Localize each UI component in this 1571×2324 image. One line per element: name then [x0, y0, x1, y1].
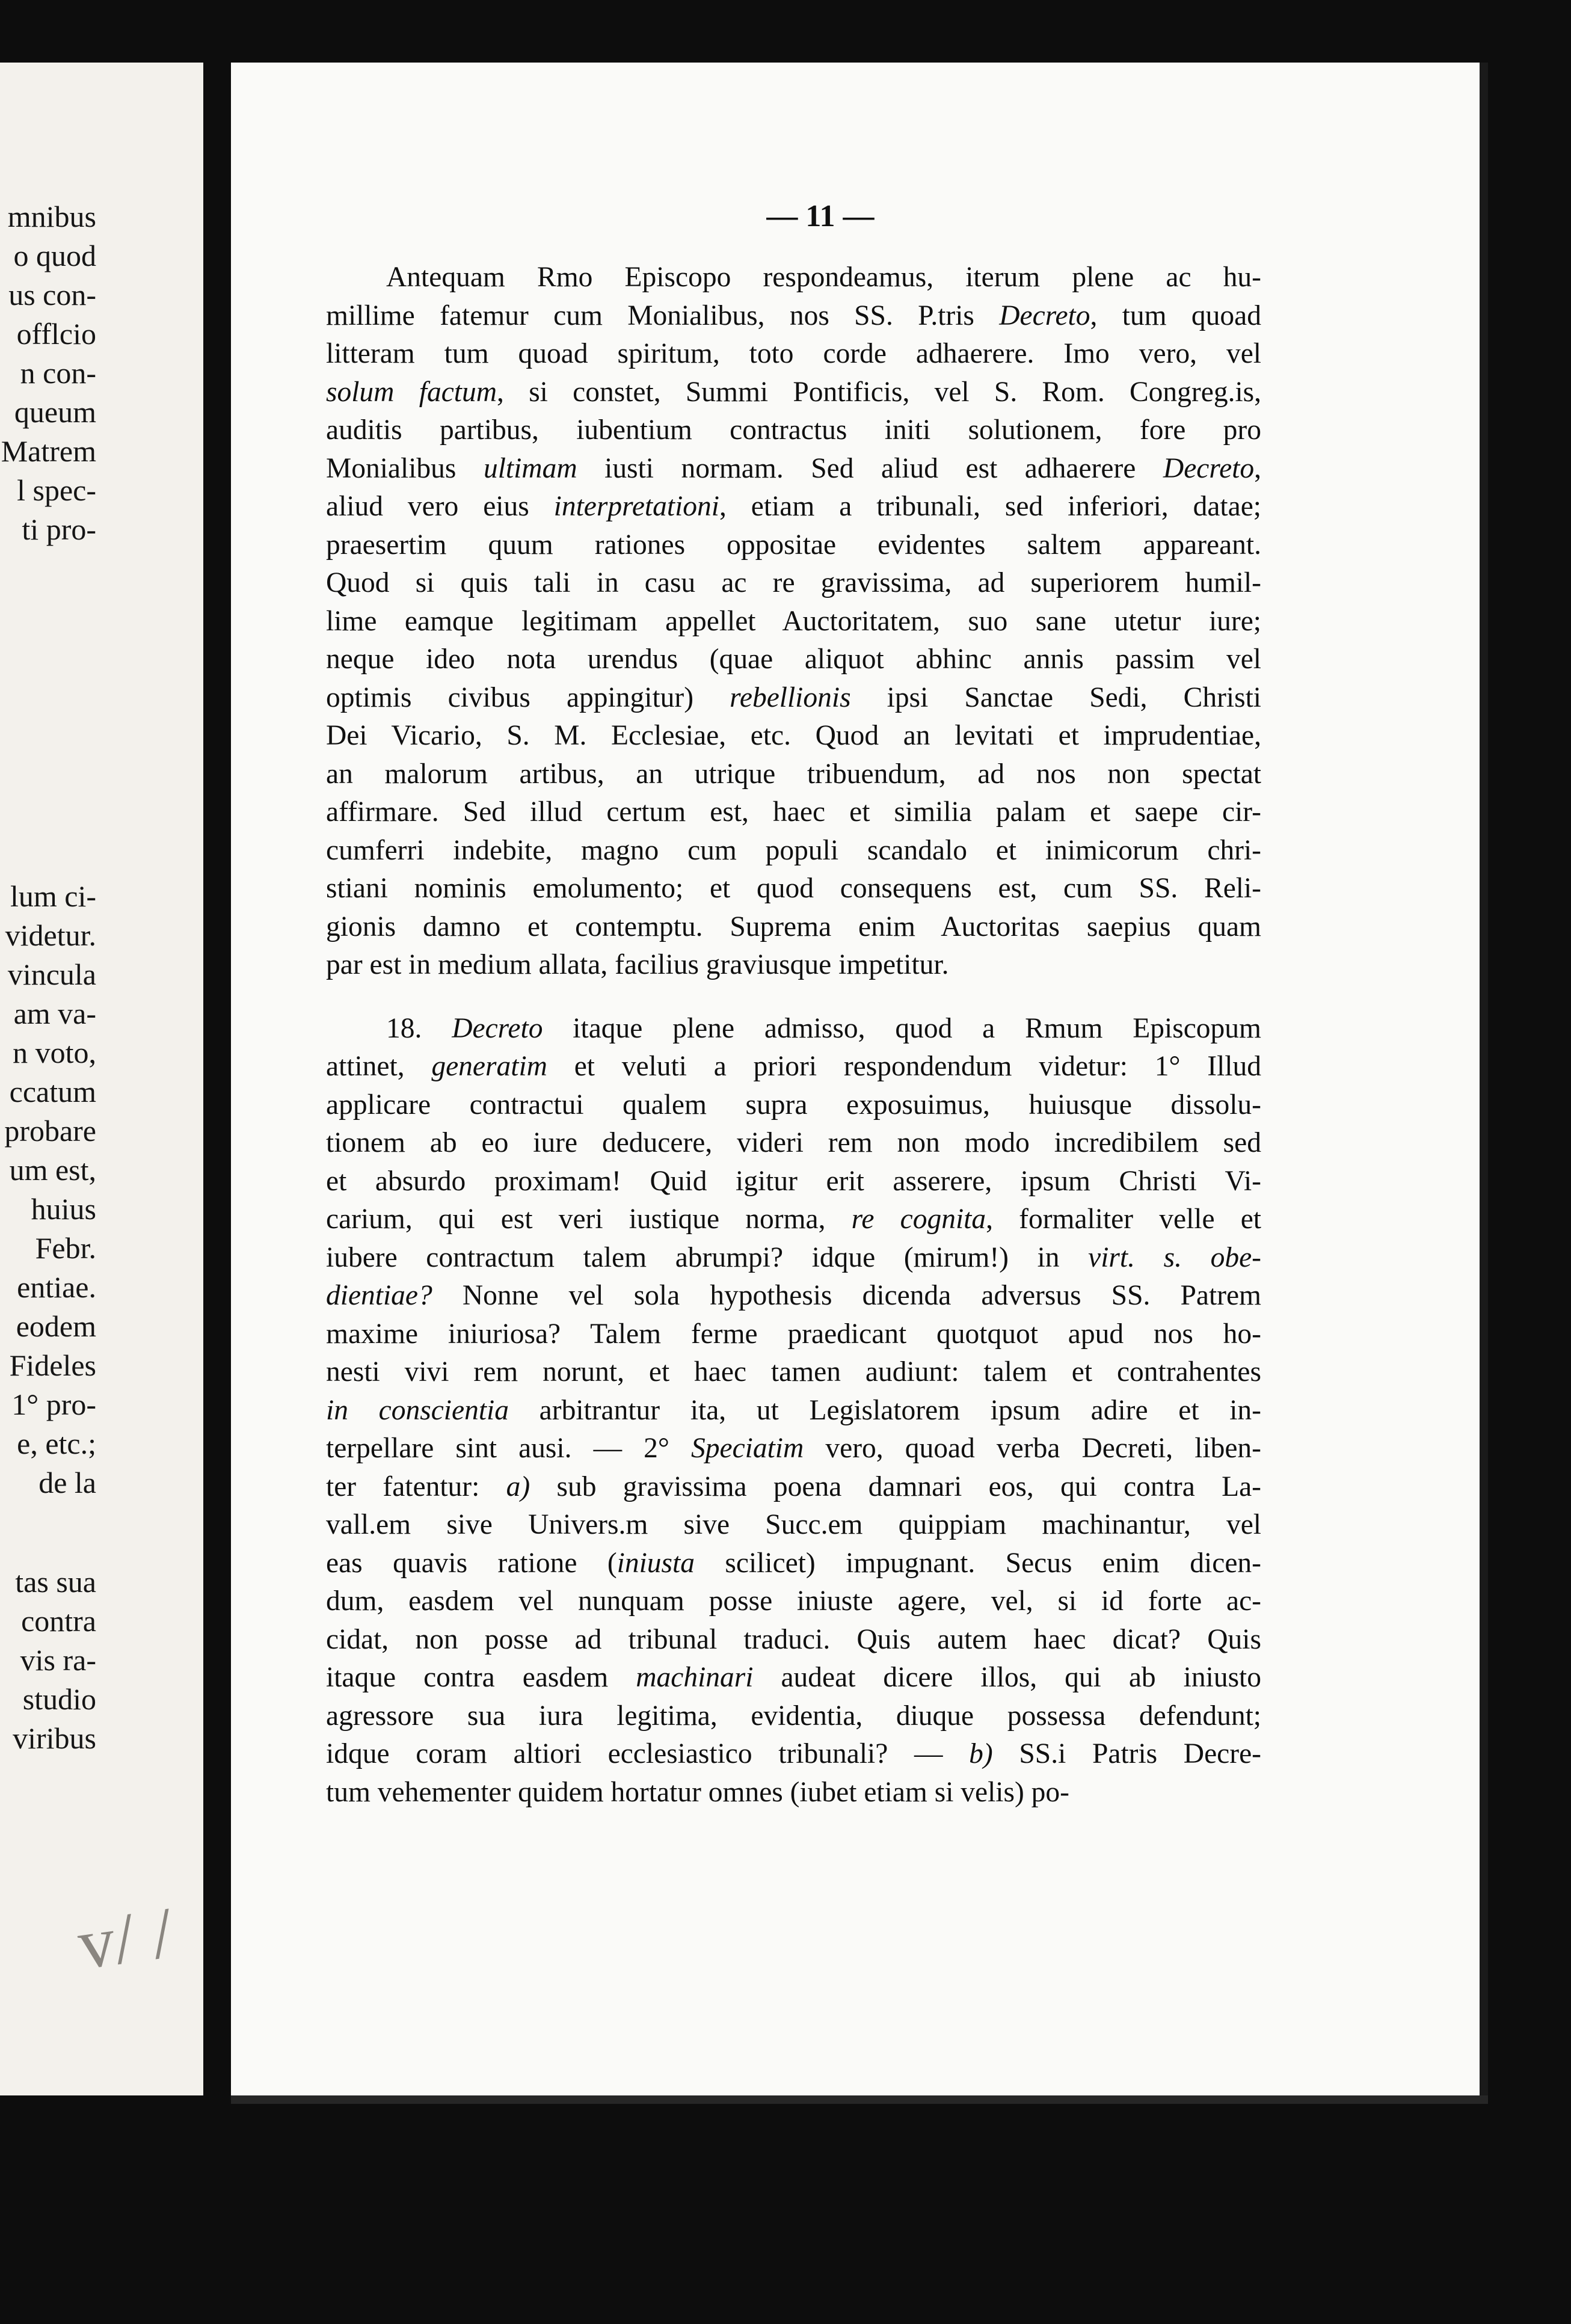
left-page-line: contra [21, 1604, 96, 1638]
left-page-line: viribus [13, 1721, 96, 1755]
text-line: Dei Vicario, S. M. Ecclesiae, etc. Quod an levitati et imprudentiae, [326, 720, 1261, 751]
left-page-line: offlcio [16, 317, 96, 351]
text-line: auditis partibus, iubentium contractus initi solutionem, fore pro [326, 414, 1261, 446]
text-line: vall.em sive Univers.m sive Succ.em quippiam machinantur, vel [326, 1509, 1261, 1540]
text-line: iubere contractum talem abrumpi? idque (mirum!) in virt. s. obe- [326, 1241, 1261, 1273]
page-number: — 11 — [766, 199, 875, 233]
text-line: maxime iniuriosa? Talem ferme praedicant quotquot apud nos ho- [326, 1318, 1261, 1350]
left-page-line: Febr. [35, 1231, 96, 1265]
left-page-line: videtur. [5, 918, 96, 952]
left-page-line: queum [14, 395, 96, 429]
left-page-line: vincula [7, 958, 96, 991]
text-line: Quod si quis tali in casu ac re gravissima, ad superiorem humil- [326, 567, 1261, 598]
text-line: aliud vero eius interpretationi, etiam a tribunali, sed inferiori, datae; [326, 491, 1261, 522]
text-line: par est in medium allata, facilius graviusque impetitur. [326, 949, 949, 980]
left-page-line: um est, [9, 1153, 96, 1187]
left-page-line: o quod [13, 239, 96, 272]
text-line: praesertim quum rationes oppositae evidentes saltem appareant. [326, 529, 1261, 561]
main-page [231, 63, 1488, 2095]
paragraph-1 [326, 259, 1261, 985]
left-page-line: eodem [16, 1309, 96, 1343]
left-page-line: n voto, [13, 1036, 96, 1069]
text-line: nesti vivi rem norunt, et haec tamen audiunt: talem et contrahentes [326, 1356, 1261, 1388]
page-gutter-shadow [1480, 63, 1488, 2095]
body-text [326, 259, 1261, 1812]
text-line: ter fatentur: a) sub gravissima poena damnari eos, qui contra La- [326, 1471, 1261, 1502]
left-page-line: us con- [8, 278, 96, 312]
left-page-line: huius [31, 1192, 96, 1226]
left-page-line: ti pro- [22, 512, 96, 546]
text-line: idque coram altiori ecclesiastico tribunali? — b) SS.i Patris Decre- [326, 1738, 1261, 1769]
left-page-line: de la [38, 1466, 96, 1499]
left-page-line: probare [4, 1114, 96, 1148]
paragraph-2 [326, 1010, 1261, 1812]
text-line: et absurdo proximam! Quid igitur erit asserere, ipsum Christi Vi- [326, 1165, 1261, 1197]
text-line: affirmare. Sed illud certum est, haec et similia palam et saepe cir- [326, 796, 1261, 828]
text-line: 18. Decreto itaque plene admisso, quod a Rmum Episcopum [386, 1012, 1261, 1044]
text-line: terpellare sint ausi. — 2° Speciatim vero, quoad verba Decreti, liben- [326, 1433, 1262, 1464]
text-line: stiani nominis emolumento; et quod consequens est, cum SS. Reli- [326, 873, 1261, 904]
text-line: applicare contractui qualem supra exposuimus, huiusque dissolu- [326, 1089, 1261, 1120]
text-line: dientiae? Nonne vel sola hypothesis dicenda adversus SS. Patrem [326, 1280, 1261, 1311]
left-page-line: 1° pro- [11, 1388, 96, 1421]
text-line: tum vehementer quidem hortatur omnes (iubet etiam si velis) po- [326, 1776, 1069, 1808]
text-line: cumferri indebite, magno cum populi scandalo et inimicorum chri- [326, 834, 1261, 866]
text-line: cidat, non posse ad tribunal traduci. Quis autem haec dicat? Quis [326, 1623, 1261, 1655]
text-line: millime fatemur cum Monialibus, nos SS. P.tris Decreto, tum quoad [326, 300, 1261, 331]
text-line: Antequam Rmo Episcopo respondeamus, iterum plene ac hu- [386, 262, 1261, 293]
left-page-fragment [0, 63, 203, 2095]
text-line: carium, qui est veri iustique norma, re cognita, formaliter velle et [326, 1204, 1261, 1235]
text-line: an malorum artibus, an utrique tribuendum, ad nos non spectat [326, 758, 1261, 790]
text-line: itaque contra easdem machinari audeat dicere illos, qui ab iniusto [326, 1662, 1261, 1693]
left-page-line: tas sua [15, 1565, 96, 1599]
left-page-line: Fideles [9, 1348, 96, 1382]
text-line: solum factum, si constet, Summi Pontificis, vel S. Rom. Congreg.is, [326, 376, 1262, 408]
text-line: Monialibus ultimam iusti normam. Sed aliud est adhaerere Decreto, [326, 452, 1261, 484]
margin-scribble: v/ / [73, 1892, 178, 1985]
left-page-line: ccatum [9, 1075, 96, 1108]
text-line: dum, easdem vel nunquam posse iniuste agere, vel, si id forte ac- [326, 1585, 1261, 1617]
left-page-line: n con- [20, 356, 96, 390]
text-line: eas quavis ratione (iniusta scilicet) impugnant. Secus enim dicen- [326, 1547, 1261, 1579]
left-page-line: vis ra- [20, 1643, 96, 1677]
page-bottom-edge [231, 2095, 1488, 2104]
left-page-line: Matrem [1, 434, 96, 468]
text-line: gionis damno et contemptu. Suprema enim Auctoritas saepius quam [326, 911, 1261, 942]
text-line: in conscientia arbitrantur ita, ut Legislatorem ipsum adire et in- [326, 1394, 1261, 1426]
text-line: optimis civibus appingitur) rebellionis ipsi Sanctae Sedi, Christi [326, 681, 1261, 713]
text-line: litteram tum quoad spiritum, toto corde adhaerere. Imo vero, vel [326, 338, 1261, 369]
text-line: agressore sua iura legitima, evidentia, diuque possessa defendunt; [326, 1700, 1261, 1732]
text-line: neque ideo nota urendus (quae aliquot abhinc annis passim vel [326, 644, 1261, 675]
left-page-line: e, etc.; [17, 1427, 96, 1460]
left-page-line: entiae. [17, 1270, 96, 1304]
left-page-line: mnibus [7, 200, 96, 233]
left-page-line: studio [22, 1682, 96, 1716]
text-line: lime eamque legitimam appellet Auctoritatem, suo sane utetur iure; [326, 605, 1261, 637]
text-line: tionem ab eo iure deducere, videri rem non modo incredibilem sed [326, 1127, 1261, 1158]
left-page-line: l spec- [17, 473, 96, 507]
text-line: attinet, generatim et veluti a priori respondendum videtur: 1° Illud [326, 1051, 1261, 1082]
left-page-line: lum ci- [10, 879, 96, 913]
left-page-line: am va- [13, 997, 96, 1030]
